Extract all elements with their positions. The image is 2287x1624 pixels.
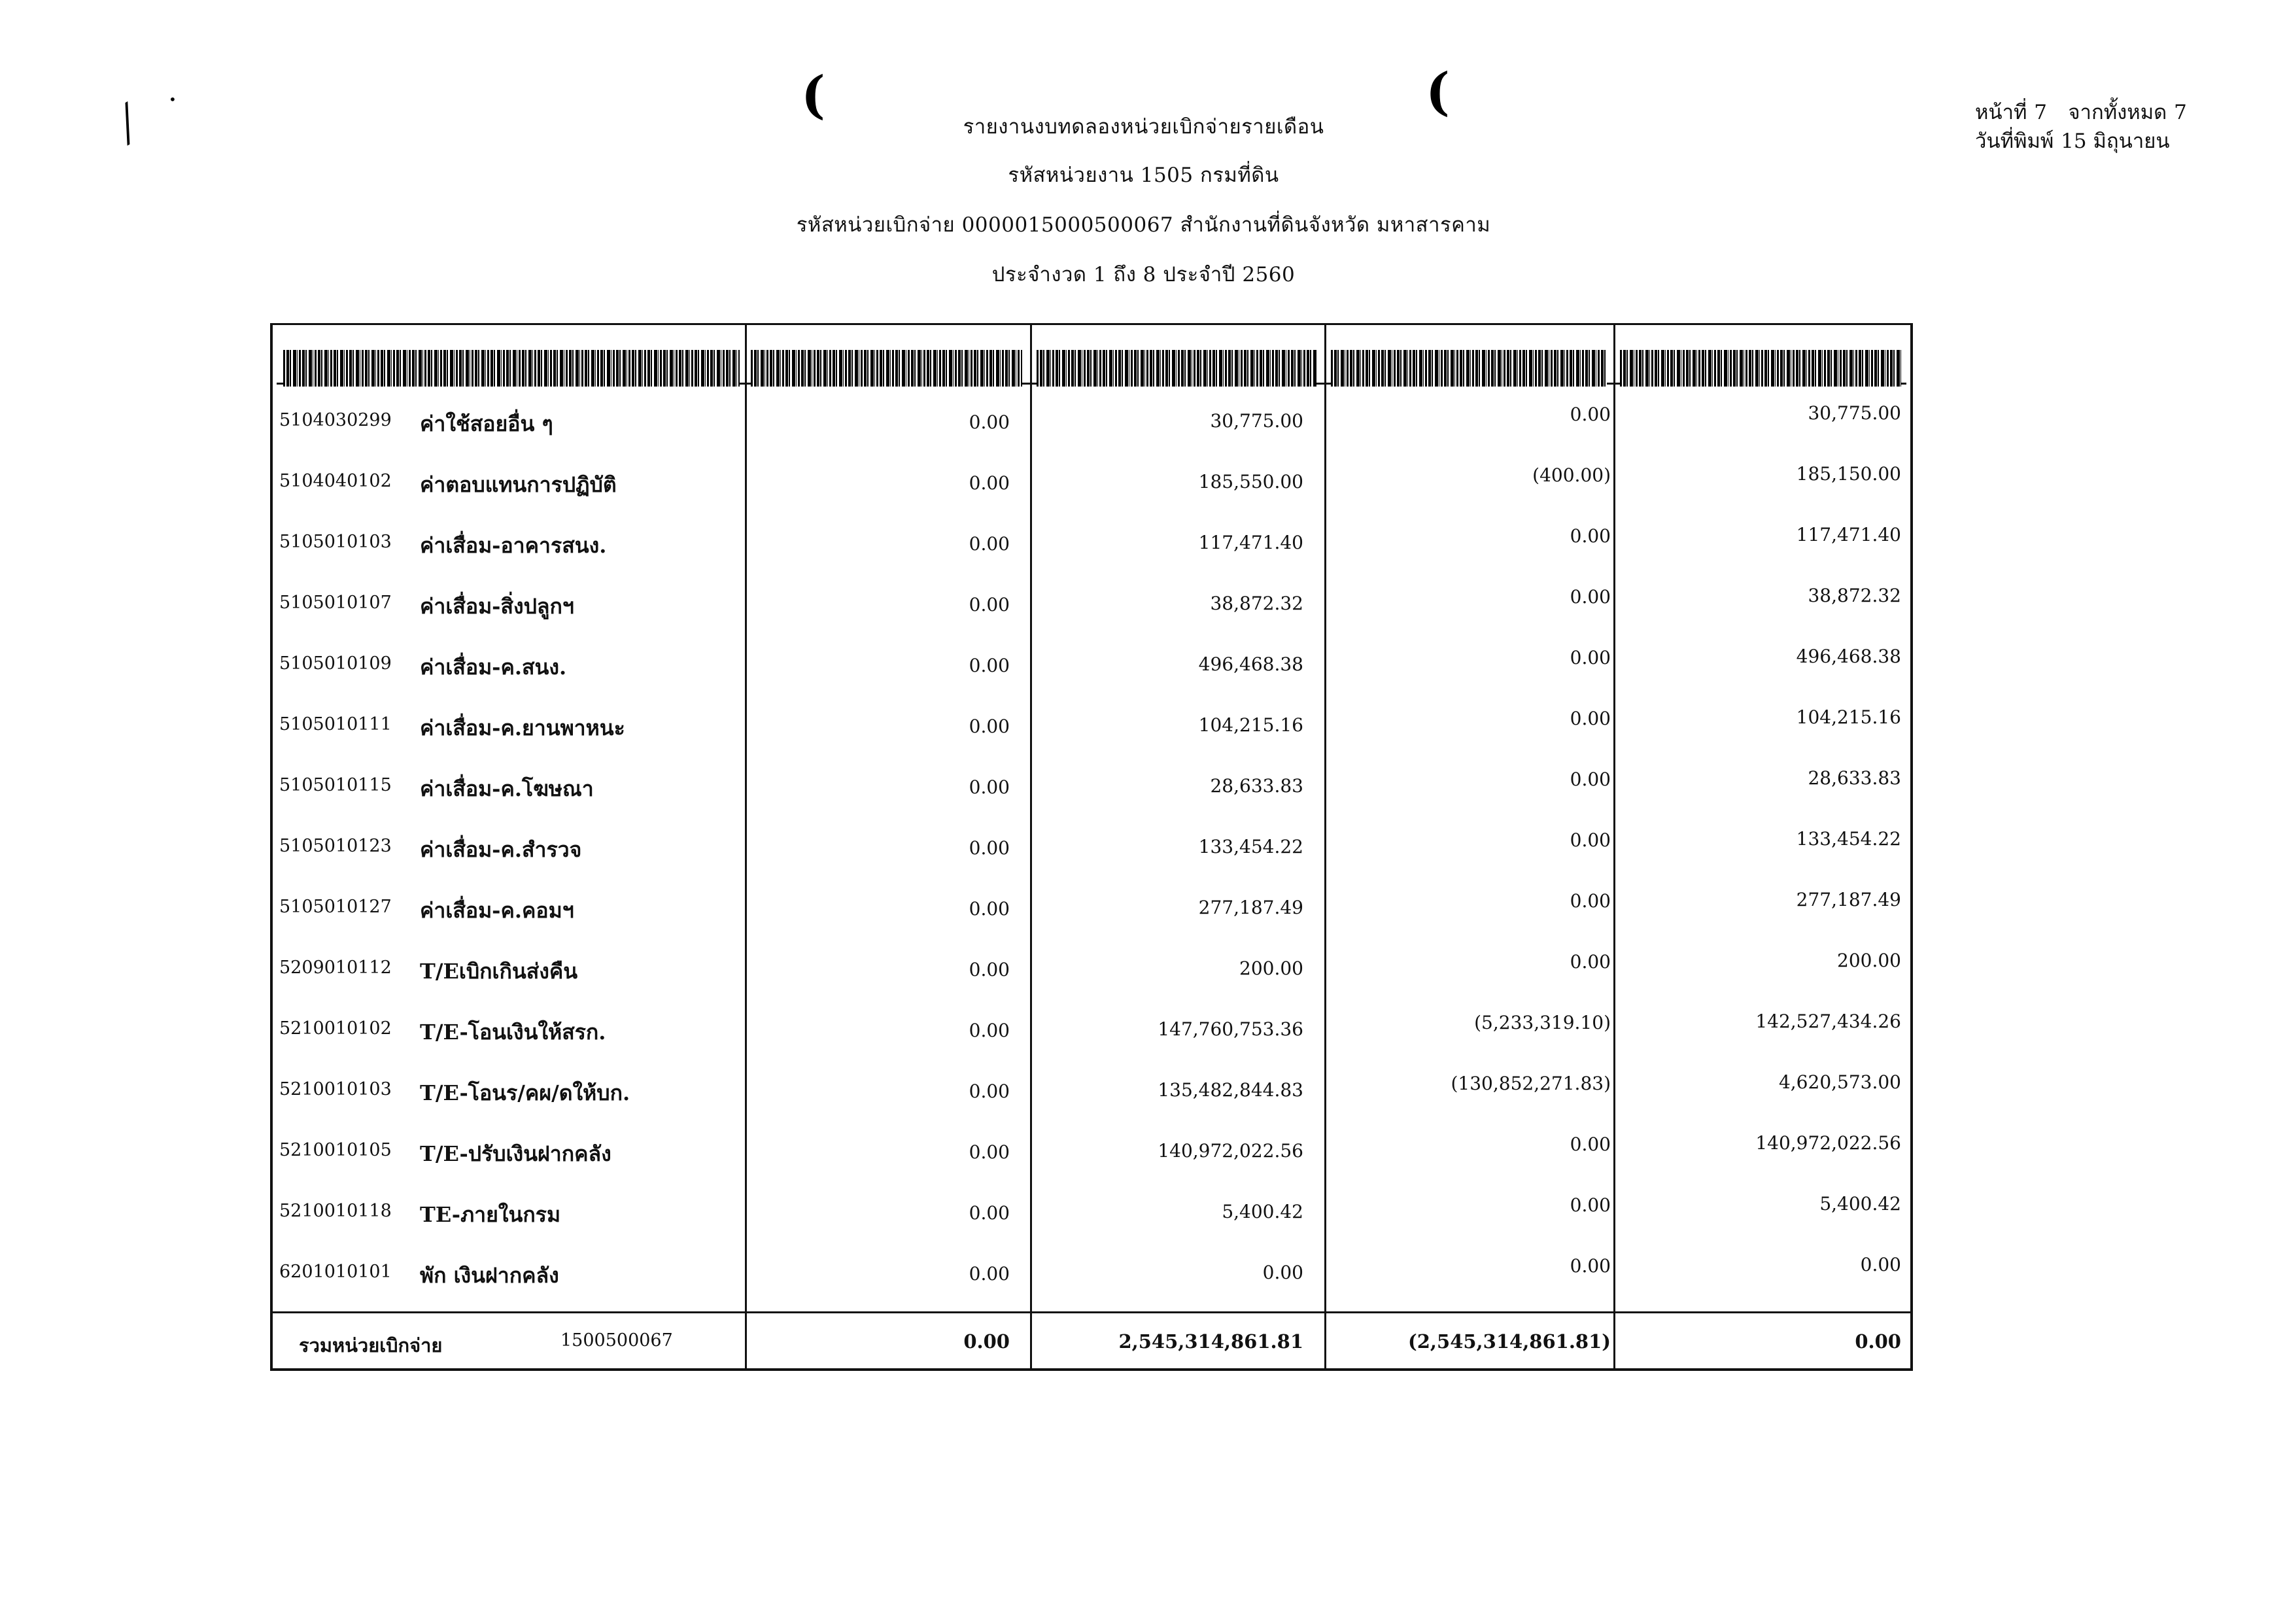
account-name: ค่าเสื่อม-ค.โฆษณา [420,776,594,801]
table-row [273,389,1910,450]
amount-col-1: 0.00 [969,533,1010,555]
account-code: 5105010107 [279,593,392,613]
amount-col-1: 0.00 [969,1202,1010,1224]
amount-col-2: 30,775.00 [1210,410,1303,432]
account-name: พัก เงินฝากคลัง [420,1263,559,1288]
amount-col-1: 0.00 [969,1263,1010,1285]
redacted-header-2 [751,350,1022,387]
account-code: 5210010118 [279,1201,392,1221]
amount-col-2: 5,400.42 [1222,1201,1303,1222]
account-name: T/Eเบิกเกินส่งคืน [420,959,578,984]
amount-col-4: 142,527,434.26 [1755,1011,1901,1032]
amount-col-4: 140,972,022.56 [1755,1132,1901,1154]
account-code: 5210010103 [279,1079,392,1099]
table-row [273,1180,1910,1241]
amount-col-2: 135,482,844.83 [1158,1079,1303,1101]
amount-col-4: 38,872.32 [1808,585,1901,606]
amount-col-2: 140,972,022.56 [1158,1140,1303,1162]
table-row [273,693,1910,754]
total-col-1: 0.00 [963,1330,1010,1353]
period-line: ประจำงวด 1 ถึง 8 ประจำปี 2560 [991,263,1296,286]
total-col-2: 2,545,314,861.81 [1118,1330,1303,1353]
amount-col-3: 0.00 [1570,1133,1611,1155]
report-title: รายงานงบทดลองหน่วยเบิกจ่ายรายเดือน [963,115,1324,139]
scan-mark-topleft: ╱ [109,102,146,145]
amount-col-2: 117,471.40 [1198,532,1303,553]
amount-col-1: 0.00 [969,1080,1010,1102]
table-row [273,511,1910,572]
table-row [273,997,1910,1058]
account-name: ค่าเสื่อม-ค.สำรวจ [420,837,582,862]
amount-col-2: 496,468.38 [1198,653,1303,675]
account-code: 5209010112 [279,958,392,978]
amount-col-1: 0.00 [969,411,1010,433]
print-date: 15 มิถุนายน [2061,130,2170,153]
amount-col-4: 117,471.40 [1796,524,1901,545]
amount-col-1: 0.00 [969,472,1010,494]
account-name: ค่าเสื่อม-อาคารสนง. [420,533,607,558]
amount-col-2: 0.00 [1262,1262,1303,1283]
account-name: ค่าเสื่อม-ค.คอมฯ [420,898,574,923]
amount-col-1: 0.00 [969,1020,1010,1041]
account-code: 5105010103 [279,532,392,552]
redacted-header-3 [1037,350,1316,387]
amount-col-3: 0.00 [1570,951,1611,973]
amount-col-2: 38,872.32 [1210,593,1303,614]
account-name: T/E-ปรับเงินฝากคลัง [420,1141,611,1166]
redacted-header-4 [1331,350,1607,387]
amount-col-3: 0.00 [1570,1194,1611,1216]
amount-col-3: (130,852,271.83) [1451,1073,1611,1094]
amount-col-1: 0.00 [969,655,1010,676]
account-code: 5105010111 [279,714,392,734]
amount-col-1: 0.00 [969,716,1010,737]
amount-col-3: 0.00 [1570,525,1611,547]
amount-col-1: 0.00 [969,898,1010,920]
agency-line: รหัสหน่วยงาน 1505 กรมที่ดิน [1008,164,1279,187]
table-row [273,1241,1910,1302]
amount-col-4: 28,633.83 [1808,767,1901,789]
amount-col-3: (5,233,319.10) [1474,1012,1611,1033]
total-row [273,1311,1910,1372]
total-label: รวมหน่วยเบิกจ่าย [299,1334,443,1356]
account-code: 6201010101 [279,1262,392,1282]
account-code: 5105010123 [279,836,392,856]
amount-col-3: (400.00) [1532,464,1611,486]
total-col-3: (2,545,314,861.81) [1408,1330,1611,1353]
total-unit-code: 1500500067 [560,1330,673,1351]
amount-col-2: 133,454.22 [1198,836,1303,857]
amount-col-3: 0.00 [1570,404,1611,425]
table-row [273,572,1910,632]
amount-col-3: 0.00 [1570,708,1611,729]
account-code: 5104040102 [279,471,392,491]
amount-col-2: 147,760,753.36 [1158,1018,1303,1040]
page-label: หน้าที่ [1975,101,2027,124]
amount-col-2: 200.00 [1239,958,1303,979]
table-row [273,1058,1910,1119]
amount-col-1: 0.00 [969,594,1010,615]
amount-col-2: 104,215.16 [1198,714,1303,736]
punch-hole-right: ( [1426,62,1450,122]
account-code: 5210010105 [279,1140,392,1160]
amount-col-2: 28,633.83 [1210,775,1303,797]
amount-col-4: 277,187.49 [1796,889,1901,910]
of-label: จากทั้งหมด [2068,101,2167,124]
amount-col-3: 0.00 [1570,769,1611,790]
account-name: ค่าใช้สอยอื่น ๆ [420,411,553,436]
account-code: 5105010127 [279,897,392,917]
amount-col-4: 133,454.22 [1796,828,1901,850]
amount-col-3: 0.00 [1570,586,1611,608]
table-row [273,632,1910,693]
page-number: 7 [2034,101,2047,124]
amount-col-4: 4,620,573.00 [1778,1071,1901,1093]
scan-dot-topleft: • [169,92,177,107]
total-pages: 7 [2174,101,2187,124]
amount-col-4: 200.00 [1837,950,1901,971]
account-code: 5210010102 [279,1018,392,1039]
redacted-header-5 [1620,350,1901,387]
account-code: 5105010115 [279,775,392,795]
amount-col-3: 0.00 [1570,829,1611,851]
amount-col-1: 0.00 [969,776,1010,798]
account-name: T/E-โอนเงินให้สรก. [420,1020,606,1045]
amount-col-1: 0.00 [969,959,1010,980]
amount-col-2: 277,187.49 [1198,897,1303,918]
amount-col-4: 185,150.00 [1796,463,1901,485]
column-header-band [277,336,1906,385]
disbursing-unit-line: รหัสหน่วยเบิกจ่าย 0000015000500067 สำนักงานที่ดินจังหวัด มหาสารคาม [796,213,1491,237]
table-row [273,754,1910,815]
amount-col-3: 0.00 [1570,890,1611,912]
account-name: ค่าเสื่อม-สิ่งปลูกฯ [420,594,574,619]
account-name: T/E-โอนร/คผ/ดให้บก. [420,1080,630,1105]
account-name: ค่าเสื่อม-ค.สนง. [420,655,567,680]
trial-balance-table [270,323,1913,1371]
table-row [273,937,1910,997]
account-name: TE-ภายในกรม [420,1202,561,1227]
account-name: ค่าเสื่อม-ค.ยานพาหนะ [420,716,625,740]
account-name: ค่าตอบแทนการปฏิบัติ [420,472,617,497]
punch-hole-left: ( [801,65,825,125]
amount-col-1: 0.00 [969,1141,1010,1163]
amount-col-4: 104,215.16 [1796,706,1901,728]
redacted-header-1 [283,350,740,387]
total-col-4: 0.00 [1855,1330,1901,1353]
print-date-label: วันที่พิมพ์ [1975,130,2054,153]
amount-col-1: 0.00 [969,837,1010,859]
amount-col-3: 0.00 [1570,1255,1611,1277]
amount-col-4: 0.00 [1860,1254,1901,1275]
amount-col-4: 5,400.42 [1819,1193,1901,1215]
amount-col-4: 496,468.38 [1796,646,1901,667]
table-row [273,450,1910,511]
amount-col-2: 185,550.00 [1198,471,1303,492]
amount-col-3: 0.00 [1570,647,1611,668]
amount-col-4: 30,775.00 [1808,402,1901,424]
account-code: 5105010109 [279,653,392,674]
table-row [273,1119,1910,1180]
table-row [273,876,1910,937]
table-row [273,815,1910,876]
account-code: 5104030299 [279,410,392,430]
